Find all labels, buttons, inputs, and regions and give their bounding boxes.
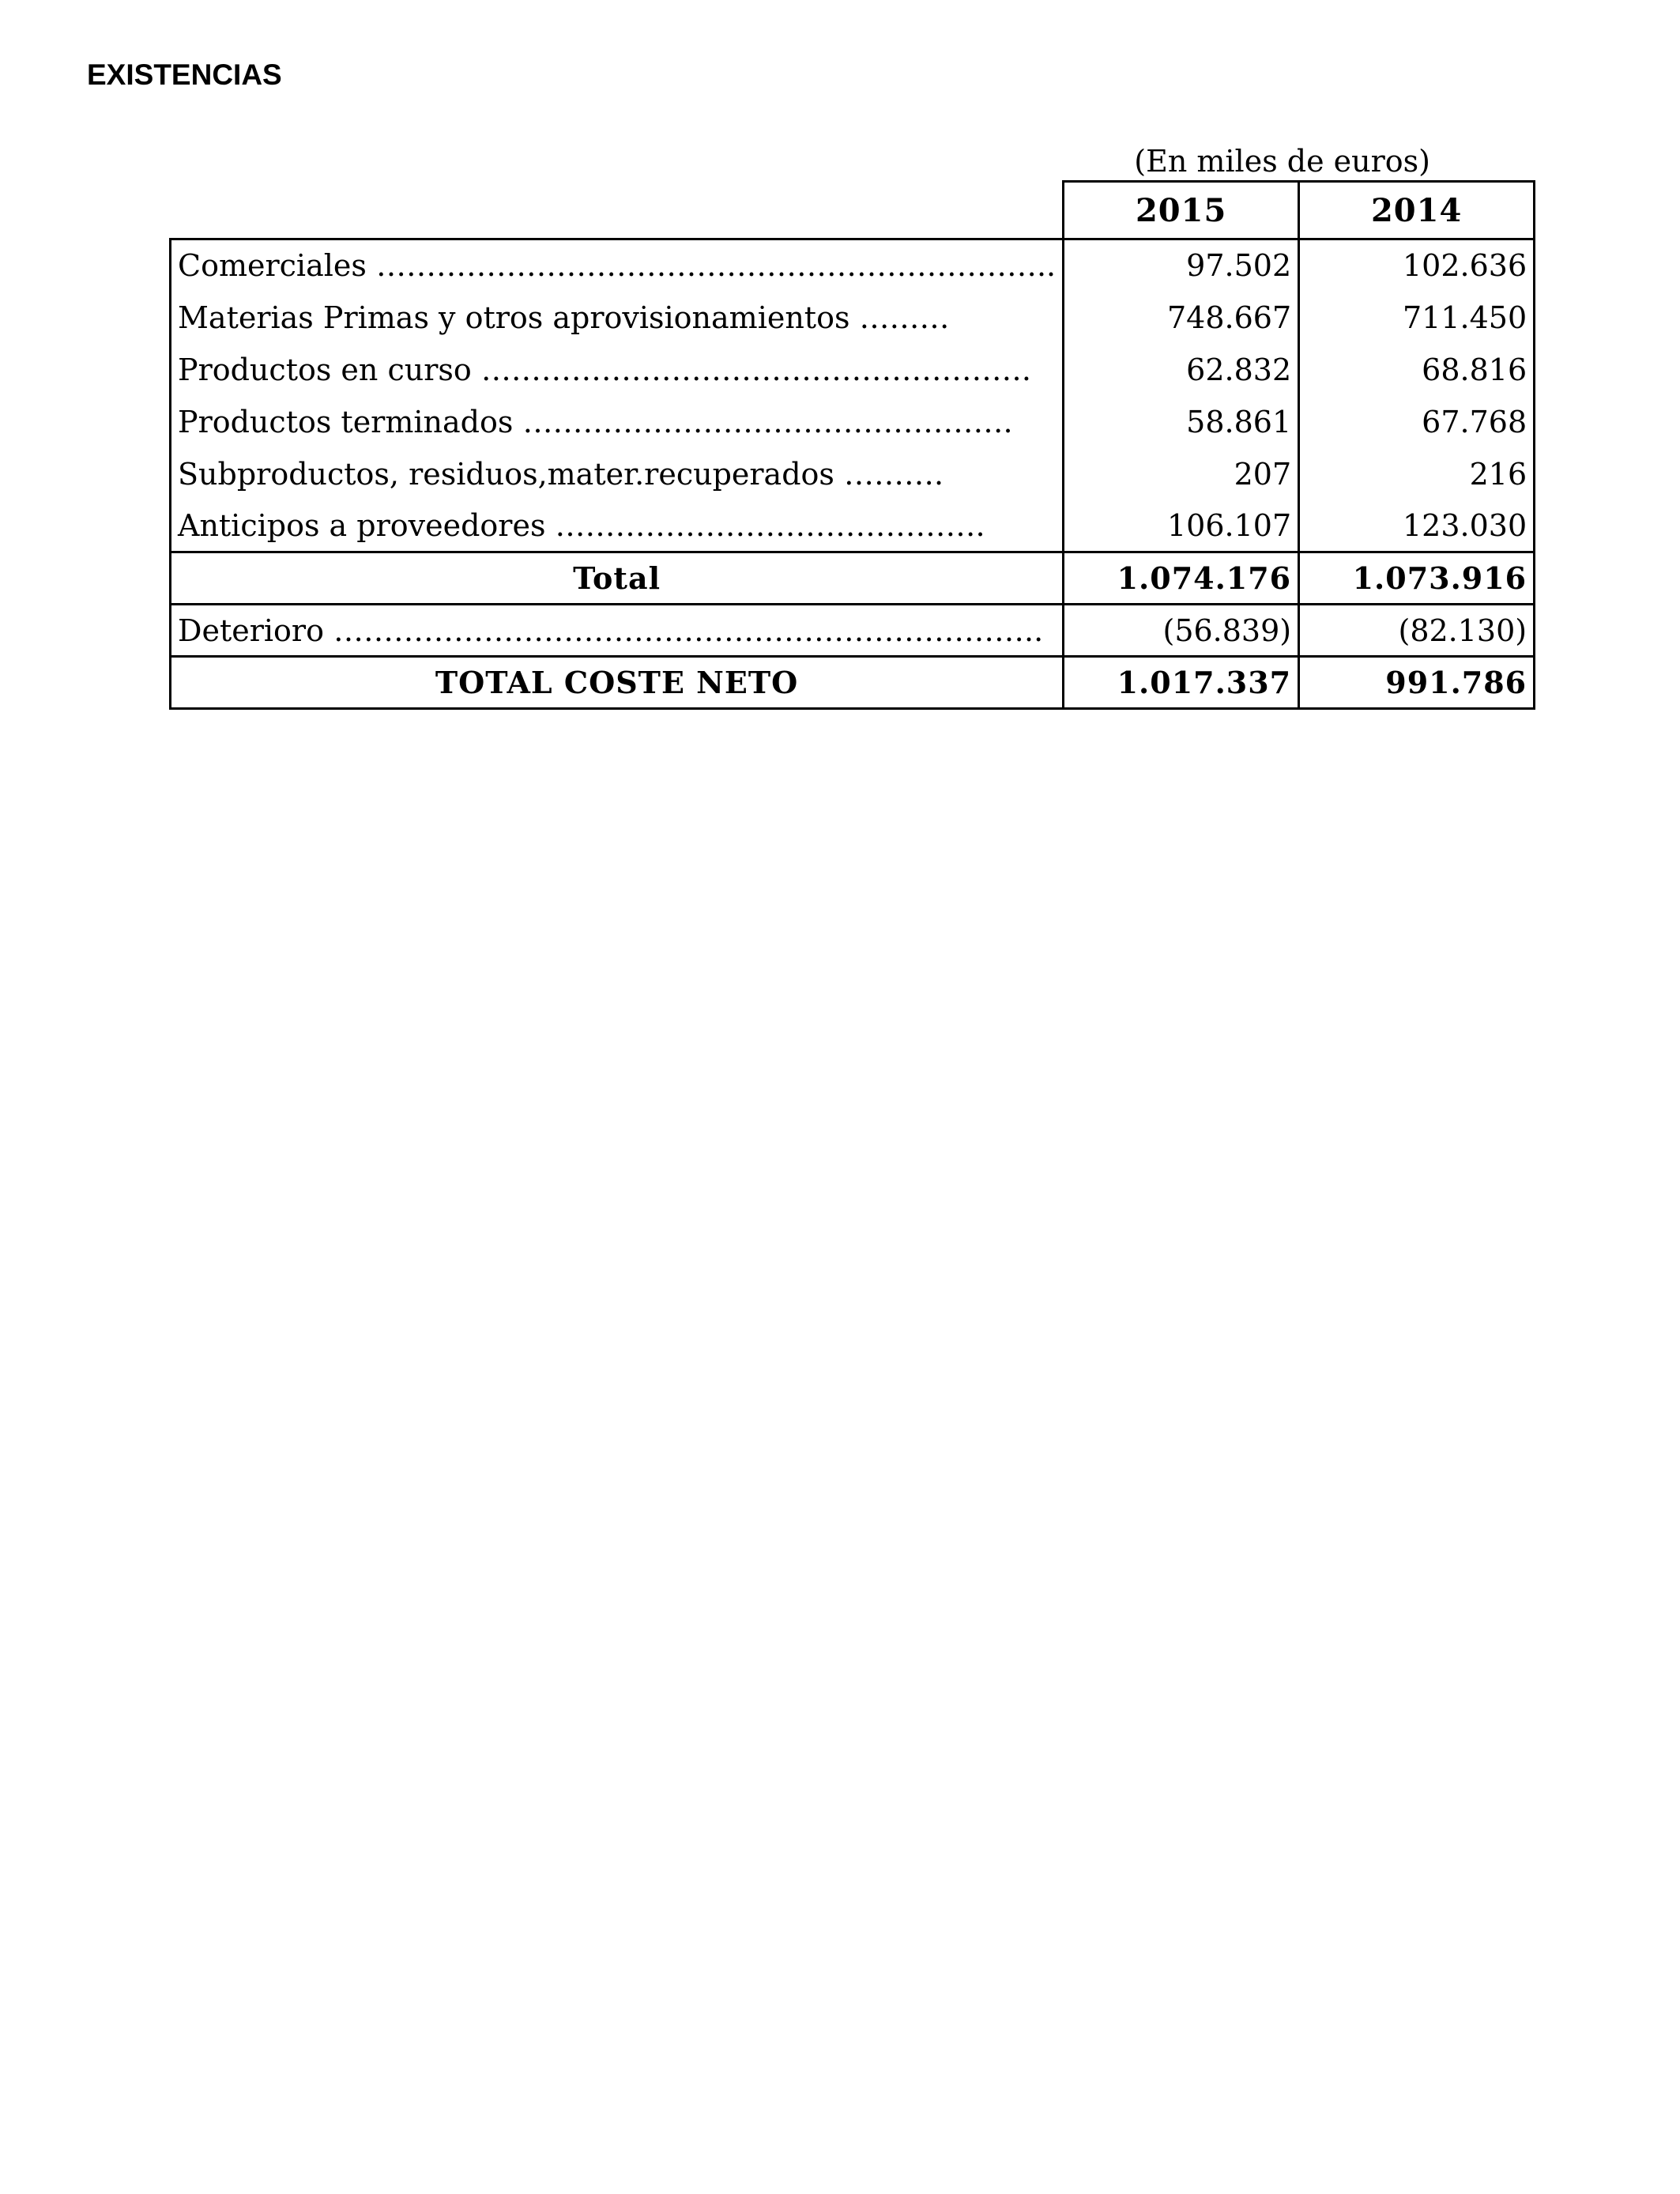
inventory-table <box>169 180 1535 710</box>
deterioro-label: Deterioro …………………………………………………………….. <box>171 605 1064 657</box>
header-empty-cell <box>171 182 1064 239</box>
deterioro-row <box>171 605 1535 657</box>
row-label: Productos en curso ………………………………………………. <box>171 344 1064 396</box>
row-value-2014: 102.636 <box>1299 239 1535 292</box>
row-value-2014: 68.816 <box>1299 344 1535 396</box>
total-value-2014: 1.073.916 <box>1299 552 1535 605</box>
net-total-value-2015: 1.017.337 <box>1064 657 1299 709</box>
net-total-label: TOTAL COSTE NETO <box>171 657 1064 709</box>
total-label: Total <box>171 552 1064 605</box>
table-row <box>171 239 1535 292</box>
deterioro-value-2015: (56.839) <box>1064 605 1299 657</box>
table-row <box>171 292 1535 344</box>
header-year-2015: 2015 <box>1064 182 1299 239</box>
header-year-2014: 2014 <box>1299 182 1535 239</box>
row-value-2014: 216 <box>1299 448 1535 500</box>
total-row <box>171 552 1535 605</box>
net-total-row <box>171 657 1535 709</box>
row-value-2015: 106.107 <box>1064 500 1299 552</box>
row-value-2015: 207 <box>1064 448 1299 500</box>
row-label: Materias Primas y otros aprovisionamientos ……… <box>171 292 1064 344</box>
units-note: (En miles de euros) <box>1134 144 1430 179</box>
row-value-2014: 123.030 <box>1299 500 1535 552</box>
row-value-2015: 62.832 <box>1064 344 1299 396</box>
row-value-2014: 711.450 <box>1299 292 1535 344</box>
row-value-2015: 748.667 <box>1064 292 1299 344</box>
net-total-value-2014: 991.786 <box>1299 657 1535 709</box>
table-header-row <box>171 182 1535 239</box>
table-row <box>171 448 1535 500</box>
row-label: Subproductos, residuos,mater.recuperados ………. <box>171 448 1064 500</box>
row-label: Comerciales ………………………………………………………….. <box>171 239 1064 292</box>
table-row <box>171 396 1535 448</box>
table-row <box>171 344 1535 396</box>
row-label: Anticipos a proveedores ……………………………………. <box>171 500 1064 552</box>
row-label: Productos terminados …………………………………………. <box>171 396 1064 448</box>
row-value-2015: 97.502 <box>1064 239 1299 292</box>
total-value-2015: 1.074.176 <box>1064 552 1299 605</box>
row-value-2014: 67.768 <box>1299 396 1535 448</box>
deterioro-value-2014: (82.130) <box>1299 605 1535 657</box>
page-title: EXISTENCIAS <box>87 58 282 91</box>
table-row <box>171 500 1535 552</box>
row-value-2015: 58.861 <box>1064 396 1299 448</box>
